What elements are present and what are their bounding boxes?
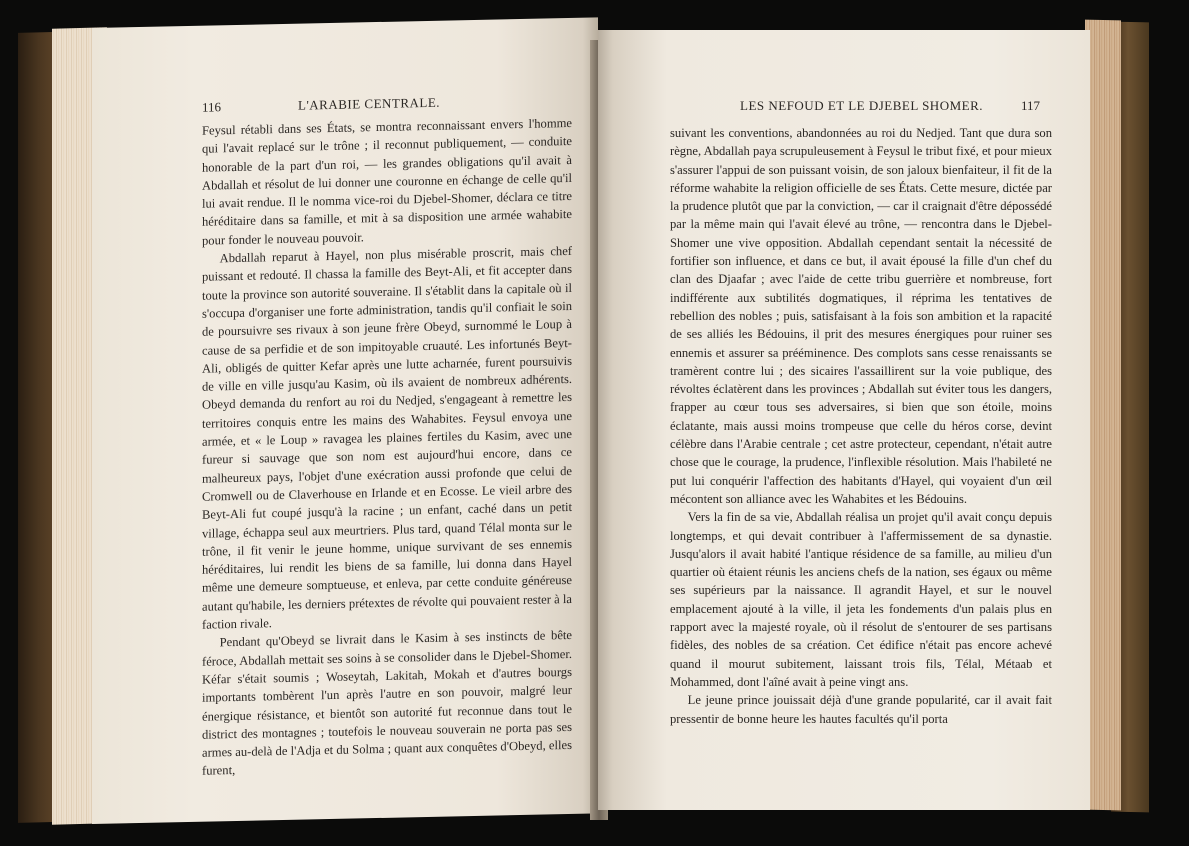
right-page bbox=[598, 30, 1090, 810]
paragraph: Le jeune prince jouissait déjà d'une grande popularité, car il avait fait pressentir de bonne heure les hautes facultés qu'il porta bbox=[670, 693, 1052, 726]
left-running-head: L'ARABIE CENTRALE. bbox=[298, 94, 441, 113]
left-page-body bbox=[202, 114, 572, 780]
right-page-number: 117 bbox=[1020, 98, 1040, 113]
right-running-head: LES NEFOUD ET LE DJEBEL SHOMER. bbox=[740, 98, 983, 113]
paragraph: Feysul rétabli dans ses États, se montra reconnaissant envers l'homme qui l'avait replacé sur le trône ; il reconnut publiquement, — conduite honorable de la part d'un roi, — les grandes obligations qu'il avait à Abdallah et résolut de lui donner une couronne en échange de celle qu'il lui avait rendue. Il le nomma vice-roi du Djebel-Shomer, déclara ce titre héréditaire dans sa famille, et mit à sa disposition une armée wahabite pour fonder le nouveau pouvoir. bbox=[202, 115, 572, 248]
paragraph: suivant les conventions, abandonnées au roi du Nedjed. Tant que dura son règne, Abdallah paya scrupuleusement à Feysul le tribut fixé, et pour mieux s'assurer l'appui de son puissant voisin, de son jaloux bienfaiteur, il fit de la réforme wahabite la religion officielle de ses États. Cette mesure, dictée par la prudence plutôt que par la conviction, — car il craignait d'être dépossédé par la même main qui l'avait élevé au trône, — rencontra dans le Djebel-Shomer une vive opposition. Abdallah cependant sentait la nécessité de fortifier son influence, et dans ce but, il avait épousé la fille d'un chef du clan des Djaafar ; avec l'aide de cette tribu guerrière et nombreuse, fort indifférente aux subtilités dogmatiques, il réprima les tentatives de rebellion des nobles ; puis, satisfaisant à la fois son ambition et la rapacité de ses alliés les Bédouins, il prit des mesures énergiques pour ruiner ses ennemis et assurer sa prééminence. Des complots sans cesse renaissants se tramèrent contre lui ; des sicaires l'assaillirent sur la voie publique, des révoltes éclatèrent dans les provinces ; Abdallah sut éviter tous les dangers, frapper au cœur tous ses adversaires, si bien que son étoile, moins éclatante, mais aussi moins trompeuse que celle du héros corse, devint célèbre dans l'Arabie centrale ; cet astre protecteur, cependant, n'était autre chose que le courage, la prudence, l'inflexible résolution. Mais l'habileté ne put lui conquérir l'affection des habitants d'Hayel, qui voyaient d'un œil mécontent son alliance avec les Wahabites et les Bédouins. bbox=[670, 126, 1052, 506]
right-page-body bbox=[670, 124, 1052, 728]
right-page-stack bbox=[1085, 20, 1121, 811]
right-page-header bbox=[670, 98, 1040, 120]
left-page-number: 116 bbox=[202, 99, 222, 115]
paragraph: Vers la fin de sa vie, Abdallah réalisa un projet qu'il avait conçu depuis longtemps, et qui devait contribuer à l'affermissement de sa dynastie. Jusqu'alors il avait habité l'antique résidence de sa famille, au milieu d'un quartier où étaient réunis les anciens chefs de la nation, ses égaux ou même ses supérieurs par la naissance. Il agrandit Hayel, et sur le nouvel emplacement ajouté à la ville, il jeta les fondements d'un palais plus en rapport avec la majesté royale, où il résolut de s'entourer de ses partisans fidèles, des nobles de sa création. Cet édifice n'était pas encore achevé quand il mourut subitement, laissant trois fils, Télal, Métaab et Mohammed, dont l'aîné avait à peine vingt ans. bbox=[670, 510, 1052, 689]
left-page bbox=[92, 17, 598, 824]
paragraph: Abdallah reparut à Hayel, non plus misérable proscrit, mais chef puissant et redouté. Il chassa la famille des Beyt-Ali, et fit accepter dans toute la province son autorité souveraine. Il s'établit dans la capitale où il s'occupa d'organiser une forte administration, tandis qu'il confiait le soin de poursuivre ses rivaux à son jeune frère Obeyd, surnommé le Loup à cause de sa perfidie et de son impitoyable cruauté. Les infortunés Beyt-Ali, obligés de quitter Kefar après une lutte acharnée, furent poursuivis de ville en ville jusqu'au Kasim, où ils avaient de nombreux adhérents. Obeyd demanda du renfort au roi du Nedjed, s'engageant à remettre les territoires conquis entre les mains des Wahabites. Feysul envoya une armée, et « le Loup » ravagea les plaines fertiles du Kasim, avec une fureur si sauvage que son nom est aujourd'hui encore, dans ce malheureux pays, l'objet d'une exécration aussi profonde que celui de Cromwell ou de Claverhouse en Irlande et en Ecosse. Le vieil arbre des Beyt-Ali fut coupé jusqu'à la racine ; un enfant, caché dans un petit village, échappa seul aux meurtriers. Plus tard, quand Télal monta sur le trône, il fit venir le jeune homme, unique survivant de ses ennemis héréditaires, lui rendit les biens de sa famille, lui donna dans Hayel même une demeure somptueuse, et enleva, par cette conduite généreuse autant qu'habile, les derniers prétextes de révolte qui pouvaient rester à la faction rivale. bbox=[202, 244, 572, 632]
paragraph: Pendant qu'Obeyd se livrait dans le Kasim à ses instincts de bête féroce, Abdallah mettait ses soins à se consolider dans le Djebel-Shomer. Kéfar s'était soumis ; Woseytah, Lakitah, Mokah et d'autres bourgs importants tombèrent l'un après l'autre en son pouvoir, malgré leur énergique résistance, et bientôt son autorité fut reconnue dans tout le district des montagnes ; toutefois le nouveau souverain ne porta pas ses armes au-delà de l'Adja et du Solma ; quant aux conquêtes d'Obeyd, elles furent, bbox=[202, 628, 572, 779]
